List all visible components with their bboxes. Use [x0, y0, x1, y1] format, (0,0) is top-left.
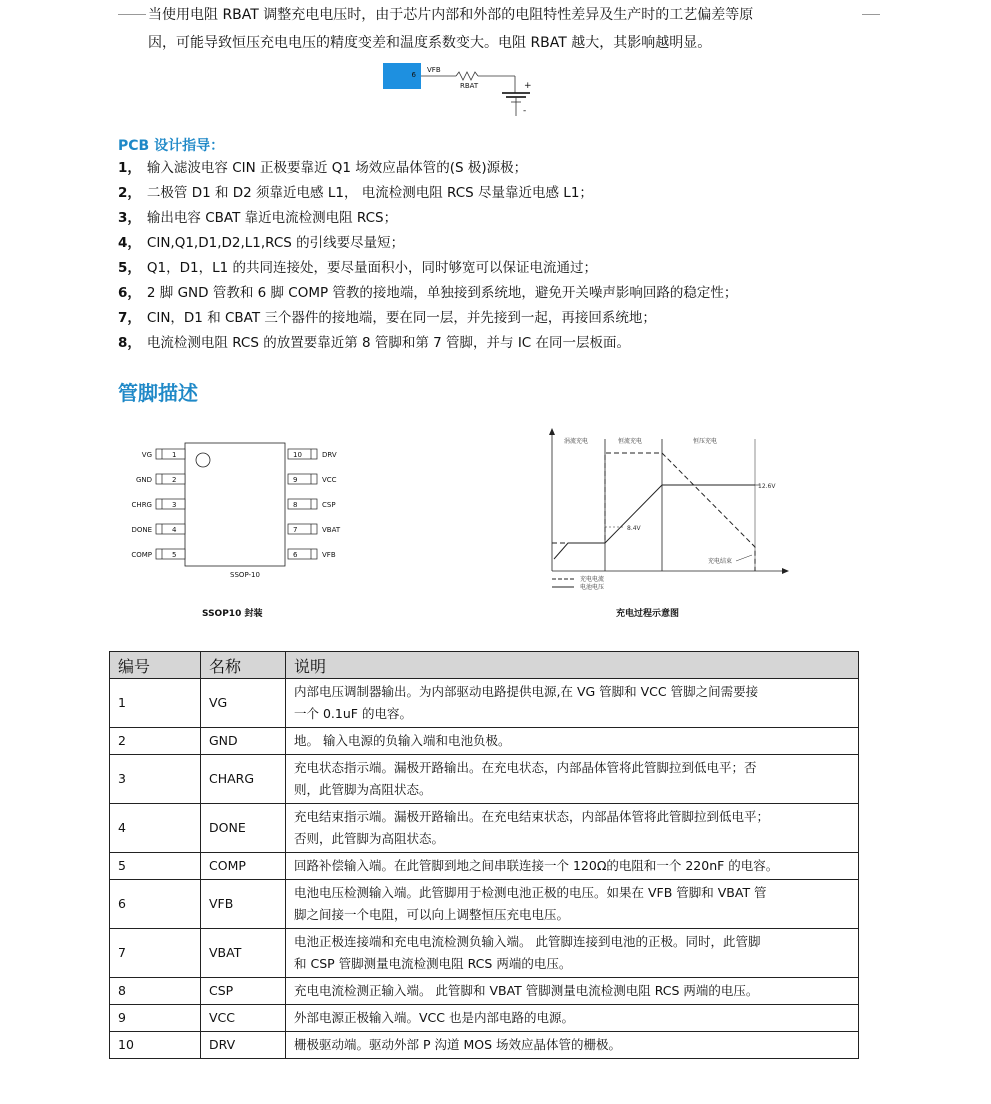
pin-description-cell: [286, 1005, 859, 1032]
table-row: [110, 929, 859, 978]
pcb-guide-number: 4，: [118, 235, 141, 251]
left-pin-name: VG: [141, 451, 152, 459]
right-pin-number: 9: [293, 476, 298, 484]
pin-number-cell: 4: [110, 804, 201, 853]
top-rule-right: [862, 14, 880, 15]
package-caption: SSOP10 封装: [202, 609, 263, 619]
left-pin-number: 4: [172, 526, 177, 534]
pin-name-cell: VCC: [201, 1005, 286, 1032]
pcb-guide-text: 输出电容 CBAT 靠近电流检测电阻 RCS；: [146, 210, 398, 226]
left-pin-box: [156, 449, 185, 459]
pin-number-cell: 10: [110, 1032, 201, 1059]
pin-name-cell: DRV: [201, 1032, 286, 1059]
rbat-circuit-diagram: [380, 60, 540, 122]
table-row: [110, 728, 859, 755]
table-header-row: [110, 652, 859, 679]
left-pin-name: DONE: [131, 526, 152, 534]
vfb-label: VFB: [427, 66, 441, 74]
header-name: 名称: [201, 652, 286, 679]
pcb-guide-title: PCB 设计指导：: [118, 138, 225, 154]
pcb-guide-item: [118, 234, 404, 252]
phase-trickle-label: 涓流充电: [564, 438, 589, 445]
left-pin-box: [156, 524, 185, 534]
pcb-guide-text: Q1，D1，L1 的共同连接处，要尽量面积小，同时够宽可以保证电流通过；: [146, 260, 598, 276]
pcb-guide-item: [118, 209, 397, 227]
package-name: SSOP-10: [230, 571, 260, 579]
description-line: 则，此管脚为高阻状态。: [294, 782, 432, 797]
right-pin-name: VCC: [322, 476, 337, 484]
pin-number-cell: 5: [110, 853, 201, 880]
legend-current: 充电电流: [580, 576, 605, 583]
pcb-guide-text: 二极管 D1 和 D2 须靠近电感 L1， 电流检测电阻 RCS 尽量靠近电感 L1；: [146, 185, 593, 201]
v-low-label: 8.4V: [627, 525, 641, 532]
phase-cv-label: 恒压充电: [693, 438, 718, 445]
pcb-guide-item: [118, 159, 527, 177]
pin-name-cell: VBAT: [201, 929, 286, 978]
charge-process-chart: [540, 425, 800, 595]
pin-number-cell: 3: [110, 755, 201, 804]
header-number: 编号: [110, 652, 201, 679]
left-pin-name: CHRG: [131, 501, 152, 509]
pin-number-cell: 8: [110, 978, 201, 1005]
description-line: 充电电流检测正输入端。 此管脚和 VBAT 管脚测量电流检测电阻 RCS 两端的电压。: [294, 983, 759, 998]
right-pin-name: VFB: [322, 551, 336, 559]
table-row: [110, 853, 859, 880]
right-pin-number: 8: [293, 501, 298, 509]
pin-name-cell: CHARG: [201, 755, 286, 804]
pcb-guide-item: [118, 309, 656, 327]
pin-description-cell: [286, 880, 859, 929]
pcb-guide-number: 6，: [118, 285, 141, 301]
description-line: 内部电压调制器输出。为内部驱动电路提供电源,在 VG 管脚和 VCC 管脚之间需要接: [294, 684, 759, 699]
charge-current-curve: [552, 453, 755, 571]
pin-description-cell: [286, 728, 859, 755]
description-line: 充电结束指示端。漏极开路输出。在充电结束状态，内部晶体管将此管脚拉到低电平；: [294, 809, 770, 824]
pin-name-cell: VFB: [201, 880, 286, 929]
intro-line-2: 因，可能导致恒压充电电压的精度变差和温度系数变大。电阻 RBAT 越大，其影响越明显。: [148, 35, 712, 51]
pin-name-cell: CSP: [201, 978, 286, 1005]
pcb-guide-text: CIN,Q1,D1,D2,L1,RCS 的引线要尽量短；: [146, 235, 405, 251]
v-high-label: 12.6V: [758, 483, 776, 490]
table-row: [110, 804, 859, 853]
description-line: 充电状态指示端。漏极开路输出。在充电状态，内部晶体管将此管脚拉到低电平；否: [294, 760, 757, 775]
description-line: 电池正极连接端和充电电流检测负输入端。 此管脚连接到电池的正极。同时，此管脚: [294, 934, 761, 949]
pcb-guide-item: [118, 184, 593, 202]
pin-6-number: 6: [411, 71, 416, 79]
legend-voltage: 电池电压: [580, 584, 605, 591]
table-row: [110, 1032, 859, 1059]
resistor-symbol: [456, 72, 478, 80]
pin-description-cell: [286, 755, 859, 804]
pcb-guide-number: 2，: [118, 185, 141, 201]
pin-description-cell: [286, 978, 859, 1005]
left-pin-box: [156, 549, 185, 559]
charge-end-label: 充电结束: [708, 558, 733, 565]
right-pin-number: 7: [293, 526, 298, 534]
right-pin-number: 10: [293, 451, 302, 459]
pin-number-cell: 6: [110, 880, 201, 929]
description-line: 地。 输入电源的负输入端和电池负极。: [294, 733, 511, 748]
left-pin-name: GND: [135, 476, 152, 484]
pin-description-cell: [286, 679, 859, 728]
pin-description-cell: [286, 804, 859, 853]
right-pin-name: VBAT: [322, 526, 341, 534]
pcb-guide-number: 1，: [118, 160, 141, 176]
battery-minus: -: [523, 106, 527, 116]
intro-line-1: 当使用电阻 RBAT 调整充电电压时，由于芯片内部和外部的电阻特性差异及生产时的工艺偏差等原: [148, 7, 754, 23]
description-line: 外部电源正极输入端。VCC 也是内部电路的电源。: [294, 1010, 574, 1025]
pin-name-cell: GND: [201, 728, 286, 755]
chip-body: [185, 443, 285, 566]
pcb-guide-item: [118, 284, 737, 302]
description-line: 电池电压检测输入端。此管脚用于检测电池正极的电压。如果在 VFB 管脚和 VBAT 管: [294, 885, 767, 900]
pin-description-title: 管脚描述: [118, 381, 198, 405]
table-row: [110, 978, 859, 1005]
pin-description-cell: [286, 853, 859, 880]
left-pin-number: 3: [172, 501, 177, 509]
pin-name-cell: DONE: [201, 804, 286, 853]
pcb-guide-text: CIN，D1 和 CBAT 三个器件的接地端，要在同一层，并先接到一起，再接回系统地；: [146, 310, 656, 326]
battery-voltage-curve: [554, 485, 755, 559]
table-row: [110, 1005, 859, 1032]
left-pin-box: [156, 474, 185, 484]
pcb-guide-text: 2 脚 GND 管教和 6 脚 COMP 管教的接地端，单独接到系统地，避免开关噪声影响回路的稳定性；: [146, 285, 738, 301]
pin-description-table: [109, 651, 859, 1059]
pcb-guide-number: 7，: [118, 310, 141, 326]
battery-plus: +: [524, 81, 532, 91]
ssop10-package-diagram: [110, 440, 350, 585]
phase-cc-label: 恒流充电: [618, 438, 643, 445]
pcb-guide-number: 5，: [118, 260, 141, 276]
pcb-guide-text: 输入滤波电容 CIN 正极要靠近 Q1 场效应晶体管的(S 极)源极；: [146, 160, 528, 176]
pin-name-cell: COMP: [201, 853, 286, 880]
pin-number-cell: 2: [110, 728, 201, 755]
pin-number-cell: 9: [110, 1005, 201, 1032]
pcb-guide-number: 8，: [118, 335, 141, 351]
top-rule-left: [118, 14, 146, 15]
pcb-guide-item: [118, 259, 597, 277]
table-row: [110, 880, 859, 929]
description-line: 脚之间接一个电阻，可以向上调整恒压充电电压。: [294, 907, 570, 922]
left-pin-name: COMP: [131, 551, 152, 559]
table-row: [110, 679, 859, 728]
left-pin-number: 5: [172, 551, 177, 559]
right-pin-name: CSP: [322, 501, 336, 509]
description-line: 一个 0.1uF 的电容。: [294, 706, 412, 721]
pcb-guide-number: 3，: [118, 210, 141, 226]
pin-number-cell: 1: [110, 679, 201, 728]
left-pin-number: 2: [172, 476, 177, 484]
pcb-guide-text: 电流检测电阻 RCS 的放置要靠近第 8 管脚和第 7 管脚，并与 IC 在同一层板面。: [146, 335, 631, 351]
description-line: 栅极驱动端。驱动外部 P 沟道 MOS 场效应晶体管的栅极。: [294, 1037, 621, 1052]
table-row: [110, 755, 859, 804]
right-pin-name: DRV: [322, 451, 337, 459]
description-line: 否则，此管脚为高阻状态。: [294, 831, 445, 846]
description-line: 和 CSP 管脚测量电流检测电阻 RCS 两端的电压。: [294, 956, 572, 971]
pin-description-cell: [286, 1032, 859, 1059]
left-pin-number: 1: [172, 451, 177, 459]
pin-1-marker: [196, 453, 210, 467]
chart-caption: 充电过程示意图: [616, 609, 680, 619]
pin-description-cell: [286, 929, 859, 978]
header-description: 说明: [286, 652, 859, 679]
pin-name-cell: VG: [201, 679, 286, 728]
rbat-label: RBAT: [460, 82, 479, 90]
right-pin-number: 6: [293, 551, 298, 559]
pin-number-cell: 7: [110, 929, 201, 978]
pcb-guide-item: [118, 334, 630, 352]
left-pin-box: [156, 499, 185, 509]
description-line: 回路补偿输入端。在此管脚到地之间串联连接一个 120Ω的电阻和一个 220nF 的电容。: [294, 858, 779, 873]
